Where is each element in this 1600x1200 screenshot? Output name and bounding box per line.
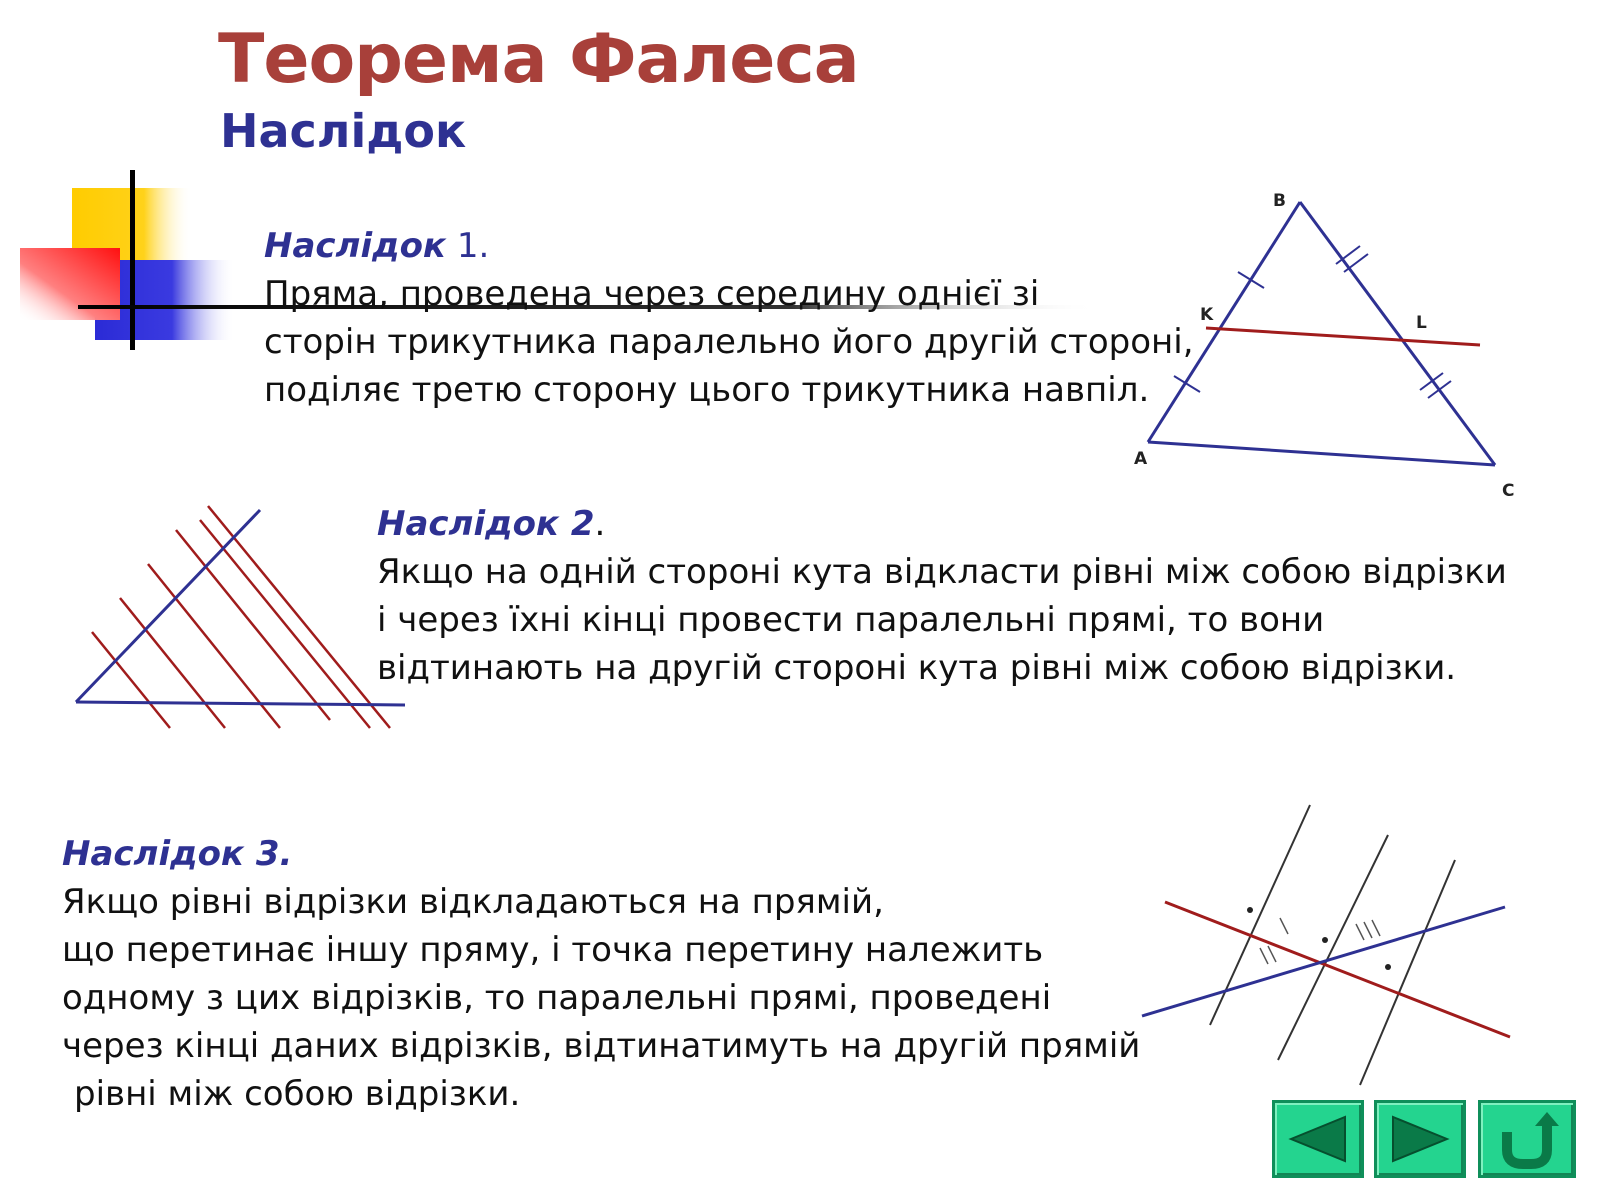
corollary-1-head: Наслідок — [264, 226, 447, 266]
label-c: C — [1502, 481, 1515, 501]
corollary-3-heading — [62, 830, 1140, 878]
corollary-3-line: Якщо рівні відрізки відкладаються на прямій, — [62, 882, 884, 922]
side-ac — [1148, 442, 1495, 465]
parallel-line — [1360, 860, 1455, 1085]
parallel-line — [120, 598, 225, 728]
vertical-line — [130, 170, 135, 350]
next-button[interactable] — [1374, 1100, 1466, 1178]
tick-mark — [1420, 373, 1443, 390]
side-bc — [1300, 202, 1495, 465]
tick-mark — [1356, 924, 1364, 940]
corollary-3-line: що перетинає іншу пряму, і точка перетину належить — [62, 930, 1044, 970]
corollary-2-line: відтинають на другій стороні кута рівні між собою відрізки. — [377, 648, 1457, 688]
parallel-line — [200, 520, 370, 728]
intersection-point — [1322, 937, 1328, 943]
page-title: Теорема Фалеса — [218, 20, 859, 99]
crossing-lines-figure — [1160, 800, 1560, 1100]
corollary-3-line: через кінці даних відрізків, відтинатимуть на другій прямій — [62, 1026, 1141, 1066]
tick-mark — [1260, 948, 1268, 964]
return-button[interactable] — [1478, 1100, 1576, 1178]
corollary-2-dot: . — [594, 504, 606, 544]
tick-mark — [1372, 920, 1380, 936]
corollary-1-line: поділяє третю сторону цього трикутника навпіл. — [264, 370, 1150, 410]
corollary-2-line: і через їхні кінці провести паралельні прямі, то вони — [377, 600, 1325, 640]
side-ab — [1148, 202, 1300, 442]
prev-button[interactable] — [1272, 1100, 1364, 1178]
corollary-3-line: рівні між собою відрізки. — [74, 1074, 521, 1114]
tick-mark — [1238, 272, 1264, 288]
corollary-3-line: одному з цих відрізків, то паралельні прямі, проведені — [62, 978, 1052, 1018]
label-k: K — [1200, 305, 1214, 325]
angle-parallel-lines-figure — [70, 500, 420, 750]
tick-mark — [1364, 922, 1372, 938]
corollary-1-heading — [264, 222, 1194, 270]
page-subtitle: Наслідок — [220, 104, 467, 158]
corollary-2 — [377, 500, 1507, 692]
parallel-line — [208, 506, 390, 728]
corollary-1-line: сторін трикутника паралельно його другій стороні, — [264, 322, 1194, 362]
angle-side-oblique — [76, 510, 260, 702]
corollary-2-head: Наслідок 2 — [377, 504, 595, 544]
triangle-right-icon — [1389, 1113, 1451, 1165]
tick-mark — [1280, 918, 1288, 934]
label-a: A — [1134, 449, 1148, 469]
corollary-2-line: Якщо на одній стороні кута відкласти рівні між собою відрізки — [377, 552, 1507, 592]
midline-kl — [1206, 328, 1480, 345]
angle-side-base — [76, 702, 405, 705]
blue-transversal — [1142, 907, 1505, 1016]
label-l: L — [1416, 313, 1427, 333]
triangle-midline-figure — [1134, 190, 1560, 520]
tick-mark — [1268, 946, 1276, 962]
triangle-left-icon — [1287, 1113, 1349, 1165]
corollary-1-number: 1. — [446, 226, 490, 266]
corollary-3-head: Наслідок 3. — [62, 834, 293, 874]
intersection-point — [1385, 964, 1391, 970]
corollary-1-line: Пряма, проведена через середину однієї зі — [264, 274, 1040, 314]
red-square — [20, 248, 120, 320]
tick-mark — [1344, 254, 1368, 272]
u-turn-return-icon — [1495, 1110, 1559, 1168]
label-b: B — [1273, 191, 1286, 211]
intersection-point — [1247, 907, 1253, 913]
corollary-3 — [62, 830, 1140, 1118]
corollary-1 — [264, 222, 1194, 414]
tick-mark — [1428, 381, 1451, 398]
corollary-2-heading — [377, 500, 1507, 548]
